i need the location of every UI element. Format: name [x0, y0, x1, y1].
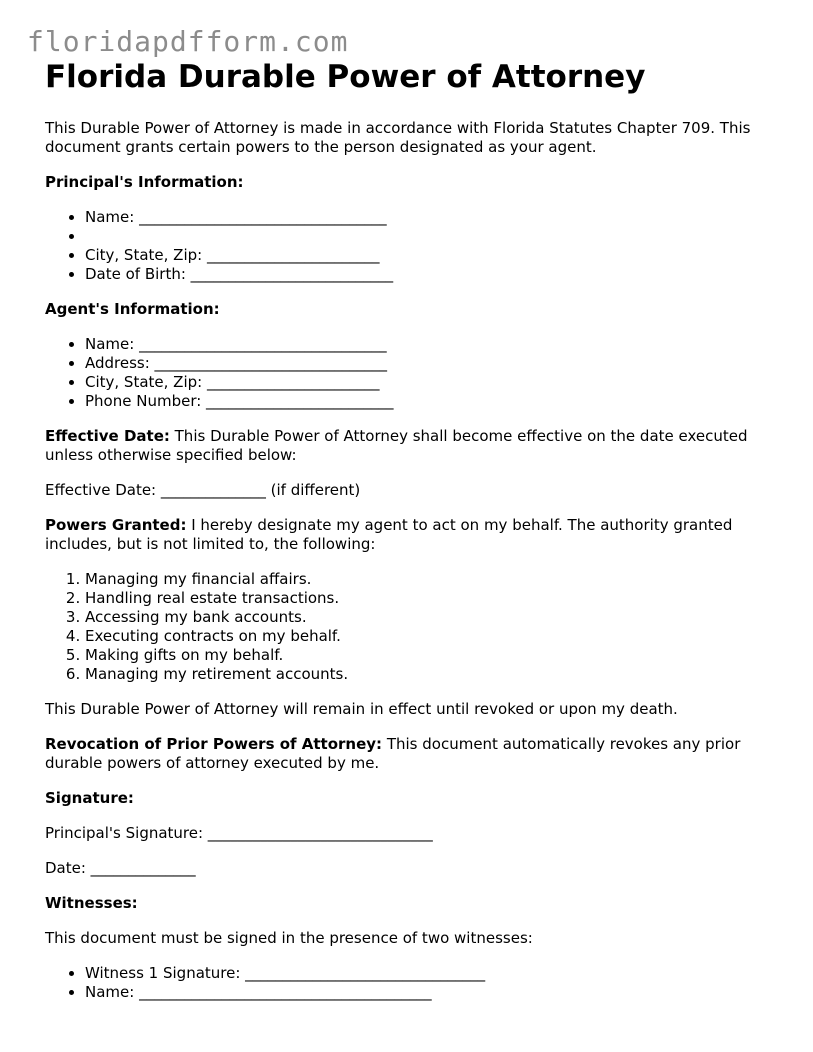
- intro-paragraph: This Durable Power of Attorney is made in accordance with Florida Statutes Chapter 709. This document grants certain powers to the person designated as your agent.: [45, 119, 751, 156]
- powers-paragraph: [45, 516, 785, 554]
- agent-name-field[interactable]: • Name: _________________________________: [85, 335, 785, 354]
- principal-dob-field[interactable]: • Date of Birth: ___________________________: [85, 265, 785, 284]
- principal-signature-field[interactable]: Principal's Signature: ______________________________: [45, 824, 433, 842]
- principal-city-field[interactable]: • City, State, Zip: _______________________: [85, 246, 785, 265]
- document-body: [45, 58, 785, 1018]
- effective-date-text: This Durable Power of Attorney shall become effective on the date executed unless otherwise specified below:: [45, 427, 748, 464]
- watermark: floridapdfform.com: [27, 25, 349, 58]
- effective-date-paragraph: [45, 427, 785, 465]
- agent-address-field[interactable]: • Address: _______________________________: [85, 354, 785, 373]
- principal-blank-item[interactable]: [85, 227, 785, 246]
- power-item: 2. Handling real estate transactions.: [85, 589, 785, 608]
- page-title: Florida Durable Power of Attorney: [45, 59, 646, 95]
- revocation-paragraph: [45, 735, 785, 773]
- witness-signature-field[interactable]: • Witness 1 Signature: ________________________________: [85, 964, 785, 983]
- agent-city-field[interactable]: • City, State, Zip: _______________________: [85, 373, 785, 392]
- agent-phone-field[interactable]: • Phone Number: _________________________: [85, 392, 785, 411]
- effective-date-field[interactable]: Effective Date: ______________ (if different): [45, 481, 361, 499]
- witness-name-field[interactable]: • Name: _______________________________________: [85, 983, 785, 1002]
- duration-paragraph: This Durable Power of Attorney will remain in effect until revoked or upon my death.: [45, 700, 678, 718]
- witnesses-heading: Witnesses:: [45, 894, 138, 912]
- power-item: 4. Executing contracts on my behalf.: [85, 627, 785, 646]
- witnesses-list: [45, 964, 785, 1002]
- powers-label: Powers Granted:: [45, 516, 187, 534]
- power-item: 5. Making gifts on my behalf.: [85, 646, 785, 665]
- revocation-text: This document automatically revokes any prior durable powers of attorney executed by me.: [45, 735, 741, 772]
- power-item: 3. Accessing my bank accounts.: [85, 608, 785, 627]
- signature-heading: Signature:: [45, 789, 134, 807]
- power-item: 1. Managing my financial affairs.: [85, 570, 785, 589]
- agent-heading: Agent's Information:: [45, 300, 220, 318]
- agent-list: [45, 335, 785, 411]
- witnesses-text: This document must be signed in the presence of two witnesses:: [45, 929, 533, 947]
- effective-date-label: Effective Date:: [45, 427, 170, 445]
- principal-list: [45, 208, 785, 284]
- revocation-label: Revocation of Prior Powers of Attorney:: [45, 735, 383, 753]
- powers-text: I hereby designate my agent to act on my behalf. The authority granted includes, but is not limited to, the following:: [45, 516, 733, 553]
- signature-date-field[interactable]: Date: ______________: [45, 859, 196, 877]
- powers-list: [45, 570, 785, 684]
- principal-name-field[interactable]: • Name: _________________________________: [85, 208, 785, 227]
- principal-heading: Principal's Information:: [45, 173, 244, 191]
- power-item: 6. Managing my retirement accounts.: [85, 665, 785, 684]
